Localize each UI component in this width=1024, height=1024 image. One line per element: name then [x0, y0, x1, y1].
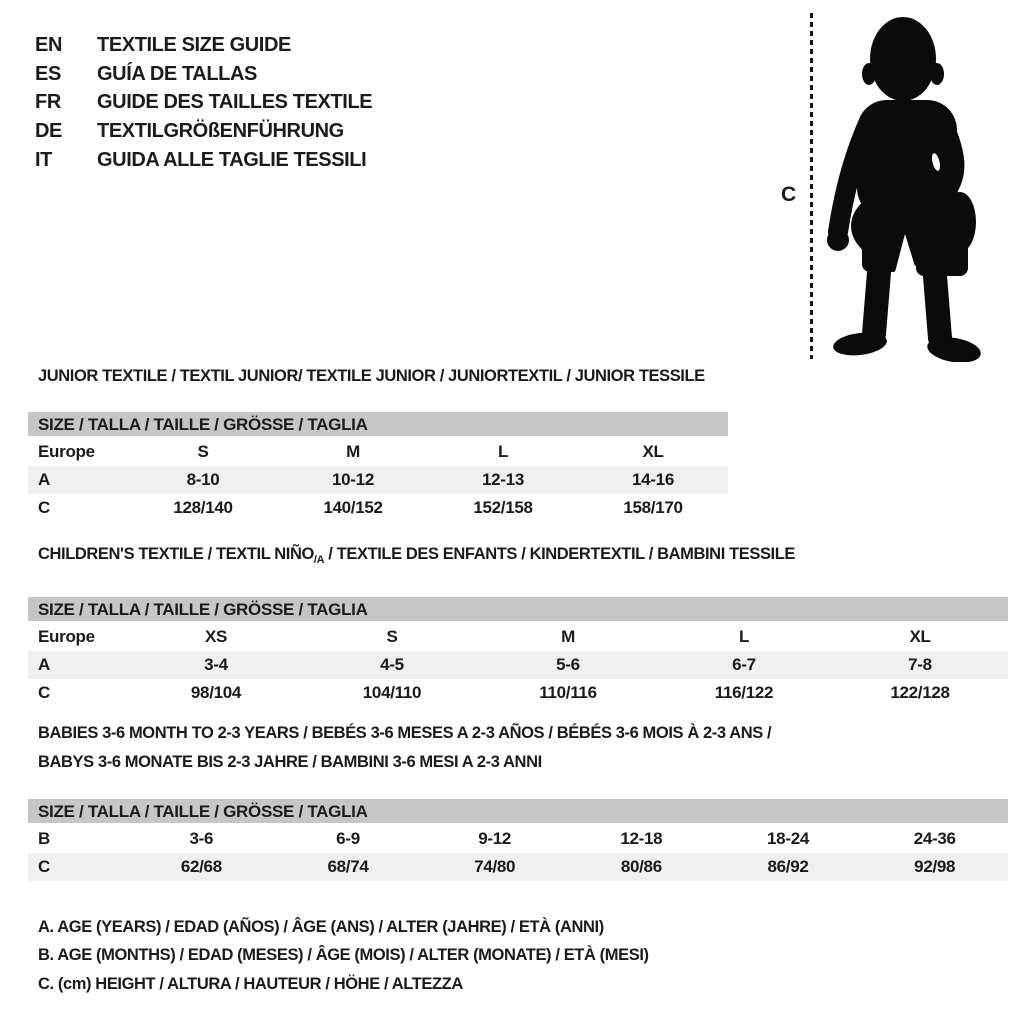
table-header: SIZE / TALLA / TAILLE / GRÖSSE / TAGLIA [28, 412, 728, 438]
title-row-en [35, 31, 372, 60]
title-row-it [35, 146, 372, 175]
row-label: C [38, 857, 50, 876]
table-cell: 158/170 [623, 498, 683, 517]
table-cell: 3-6 [189, 829, 214, 848]
table-row [28, 825, 1008, 853]
table-cell: 74/80 [474, 857, 516, 876]
junior-size-table [28, 412, 728, 522]
table-cell: 12-18 [620, 829, 663, 848]
table-row [28, 438, 728, 466]
table-cell: 4-5 [380, 655, 404, 674]
table-header: SIZE / TALLA / TAILLE / GRÖSSE / TAGLIA [28, 597, 1008, 623]
row-label: B [38, 829, 50, 848]
footnote-b: B. AGE (MONTHS) / EDAD (MESES) / ÂGE (MOIS) / ALTER (MONATE) / ETÀ (MESI) [38, 946, 649, 965]
guide-title: TEXTILE SIZE GUIDE [97, 34, 291, 56]
table-row [28, 623, 1008, 651]
table-cell: 140/152 [323, 498, 383, 517]
table-cell: 86/92 [767, 857, 809, 876]
table-cell: 62/68 [180, 857, 222, 876]
babies-heading-line1: BABIES 3-6 MONTH TO 2-3 YEARS / BEBÉS 3-6 MESES A 2-3 AÑOS / BÉBÉS 3-6 MOIS À 2-3 ANS / [38, 724, 772, 742]
table-cell: 18-24 [767, 829, 810, 848]
title-row-fr [35, 88, 372, 117]
table-row [28, 466, 728, 494]
footnote-c: C. (cm) HEIGHT / ALTURA / HAUTEUR / HÖHE / ALTEZZA [38, 974, 463, 993]
table-row [28, 494, 728, 522]
babies-size-table [28, 799, 1008, 881]
title-row-de [35, 117, 372, 146]
children-heading-text: / TEXTILE DES ENFANTS / KINDERTEXTIL / BAMBINI TESSILE [324, 545, 796, 563]
footnote-block [38, 913, 649, 998]
table-cell: 3-4 [204, 655, 228, 674]
table-cell: 110/116 [539, 683, 597, 702]
table-cell: M [561, 627, 575, 646]
children-size-table [28, 597, 1008, 707]
table-cell: XL [642, 442, 664, 461]
table-cell: S [386, 627, 398, 646]
row-label: Europe [38, 442, 95, 461]
row-label: A [38, 655, 50, 674]
table-cell: 116/122 [714, 683, 774, 702]
table-cell: 24-36 [913, 829, 956, 848]
junior-section-heading: JUNIOR TEXTILE / TEXTIL JUNIOR/ TEXTILE JUNIOR / JUNIORTEXTIL / JUNIOR TESSILE [38, 367, 705, 385]
babies-heading-line2: BABYS 3-6 MONATE BIS 2-3 JAHRE / BAMBINI 3-6 MESI A 2-3 ANNI [38, 752, 542, 771]
table-cell: M [346, 442, 360, 461]
row-label: C [38, 683, 50, 702]
table-cell: L [738, 627, 750, 646]
guide-title: GUÍA DE TALLAS [97, 62, 257, 85]
guide-title: GUIDA ALLE TAGLIE TESSILI [97, 148, 367, 171]
table-cell: 5-6 [556, 655, 580, 674]
table-cell: 104/110 [362, 683, 422, 702]
lang-code: EN [35, 34, 62, 56]
height-measure-label: C [781, 183, 797, 206]
children-heading-text: CHILDREN'S TEXTILE / TEXTIL NIÑO [38, 545, 314, 563]
guide-title: TEXTILGRÖßENFÜHRUNG [97, 120, 344, 143]
table-row [28, 651, 1008, 679]
title-row-es [35, 60, 372, 89]
table-row [28, 679, 1008, 707]
table-cell: 92/98 [914, 857, 956, 876]
footnote-a: A. AGE (YEARS) / EDAD (AÑOS) / ÂGE (ANS) / ALTER (JAHRE) / ETÀ (ANNI) [38, 918, 604, 936]
babies-section-heading [38, 719, 771, 776]
table-cell: 12-13 [482, 470, 524, 489]
table-cell: XS [204, 627, 228, 646]
table-cell: 7-8 [908, 655, 932, 674]
lang-code: FR [35, 91, 61, 114]
table-cell: 98/104 [190, 683, 242, 702]
table-cell: 10-12 [332, 470, 374, 489]
table-cell: 14-16 [632, 470, 674, 489]
toddler-silhouette-icon [812, 4, 1002, 362]
children-heading-subscript: /A [313, 554, 325, 566]
table-row [28, 853, 1008, 881]
table-cell: 68/74 [327, 857, 369, 876]
table-cell: XL [909, 627, 931, 646]
row-label: C [38, 498, 50, 517]
guide-title: GUIDE DES TAILLES TEXTILE [97, 91, 373, 114]
table-cell: 80/86 [620, 857, 662, 876]
children-section-heading [38, 545, 795, 566]
lang-code: IT [35, 148, 52, 171]
table-cell: 122/128 [890, 683, 950, 702]
lang-code: DE [35, 120, 62, 143]
table-cell: 8-10 [186, 470, 220, 489]
lang-code: ES [35, 62, 61, 85]
table-cell: 6-7 [732, 655, 756, 674]
table-cell: S [197, 442, 209, 461]
table-cell: 152/158 [473, 498, 533, 517]
table-cell: 9-12 [478, 829, 512, 848]
table-cell: L [497, 442, 509, 461]
table-header: SIZE / TALLA / TAILLE / GRÖSSE / TAGLIA [28, 799, 1008, 825]
row-label: Europe [38, 627, 95, 646]
row-label: A [38, 470, 50, 489]
table-cell: 128/140 [173, 498, 233, 517]
title-block [35, 31, 372, 175]
table-cell: 6-9 [336, 829, 360, 848]
